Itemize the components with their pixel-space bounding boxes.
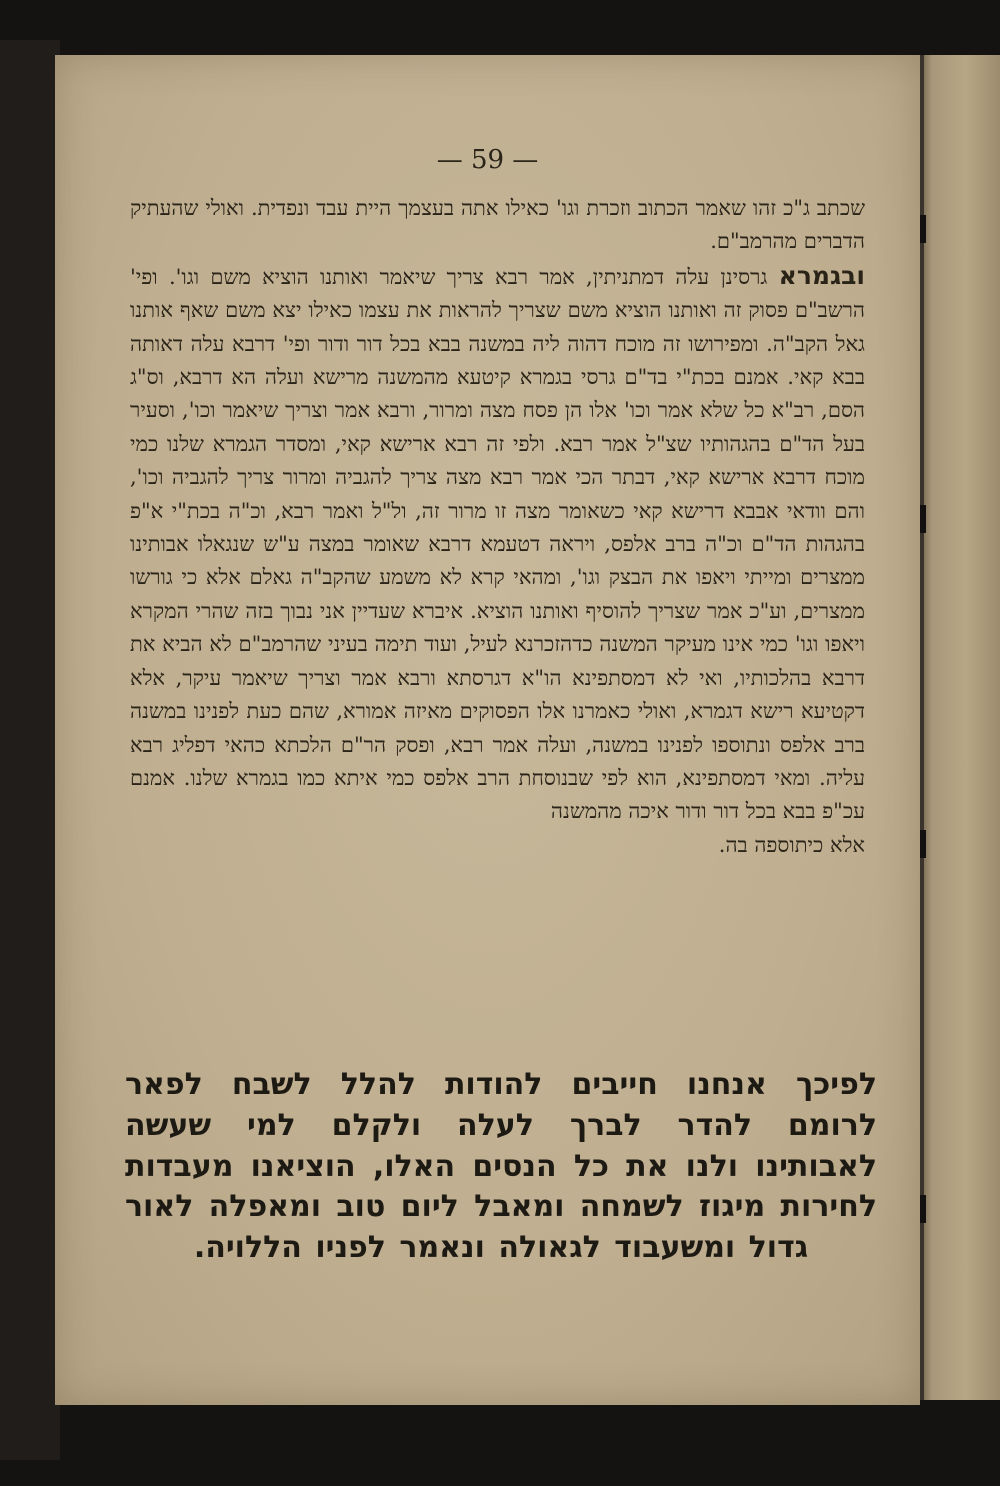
commentary-closing: אלא כיתוספה בה. [718,832,865,857]
commentary-lead-word: ובגמרא [778,260,865,290]
commentary-text [130,192,865,862]
book-cover-left [0,40,60,1460]
commentary-body: גרסינן עלה דמתניתין, אמר רבא צריך שיאמר ואותנו הוציא משם וגו'. ופי' הרשב"ם פסוק זה ואותנו הוציא משם שצריך להראות את עצמו כאילו יצא משם שאף אותנו גאל הקב"ה. ומפירושו זה מוכח דהוה ליה במשנה בבא בכל דור ודור ופי' דרבא עלה דאותה בבא קאי. אמנם בכת"י בד"ם גרסי בגמרא קיטעא מהמשנה מרישא ועלה הא דרבא, וס"ג הסם, רב"א כל שלא אמר וכו' אלו הן פסח מצה ומרור, ורבא אמר וצריך שיאמר וכו', וסעיר בעל הד"ם בהגהותיו שצ"ל אמר רבא. ולפי זה רבא ארישא קאי, ומסדר הגמרא שלנו כמי מוכח דרבא ארישא קאי, דבתר הכי אמר רבא מצה צריך להגביה ומרור צריך להגביה וכו', והם וודאי אבבא דרישא קאי כשאומר מצה זו מרור זה, ול"ל ואמר רבא, וכ"ה בכת"י א"פ בהגהות הד"ם וכ"ה ברב אלפס, ויראה דטעמא דרבא שאומר במצה ע"ש שנגאלו אבותינו ממצרים ומייתי ויאפו את הבצק וגו', ומהאי קרא לא משמע שהקב"ה גאלם אלא כי גורשו ממצרים, וע"כ אמר שצריך להוסיף ואותנו הוציא. איברא שעדיין אני נבוך בזה שהרי המקרא ויאפו וגו' כמי אינו מעיקר המשנה כדהזכרנא לעיל, ועוד תימה בעיני שהרמב"ם לא הביא את דרבא בהלכותיו, ואי לא דמסתפינא הו"א דגרסתא ורבא אמר וצריך שיאמר עיקר, אלא דקטיעא רישא דגמרא, ואולי כאמרנו אלו הפסוקים מאיזה אמורא, שהם כעת לפנינו במשנה ברב אלפס ונתוספו לפנינו במשנה, ועלה אמר רבא, ופסק הר"ם הלכתא כהאי דפליג רבא עליה. ומאי דמסתפינא, הוא לפי שבנוסחת הרב אלפס כמי איתא כמו בגמרא שלנו. אמנם עכ"פ בבא בכל דור ודור איכה מהמשנה [130,264,865,824]
haggadah-blessing-text: לפיכך אנחנו חייבים להודות להלל לשבח לפאר לרומם להדר לברך לעלה ולקלם למי שעשה לאבותינו ולנו את כל הנסים האלו, הוציאנו מעבדות לחירות מיגוז לשמחה ומאבל ליום טוב ומאפלה לאור גדול ומשעבוד לגאולה ונאמר לפניו הללויה. [125,1067,877,1266]
facing-page-edge [915,55,1000,1400]
commentary-opening: שכתב ג"כ זהו שאמר הכתוב וזכרת וגו' כאילו אתה בעצמך היית עבד ונפדית. ואולי שהעתיק הדברים מהרמב"ם. [130,196,865,254]
book-page [55,55,920,1405]
page-number: — 59 — [436,145,539,175]
